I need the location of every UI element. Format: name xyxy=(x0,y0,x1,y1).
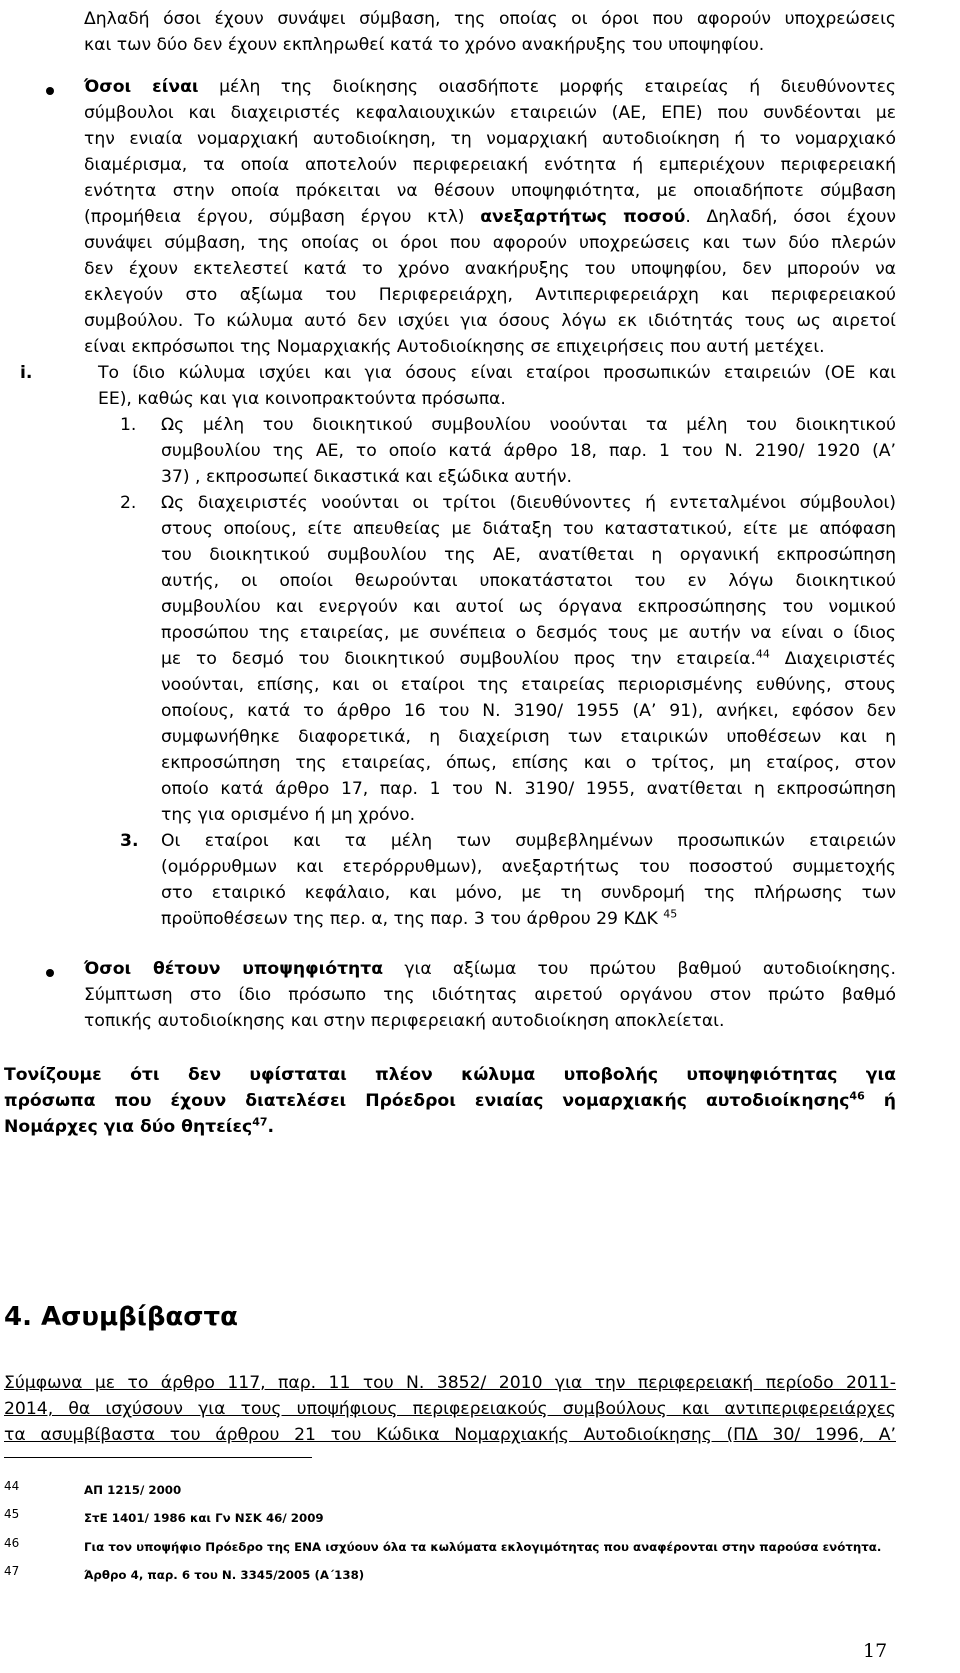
bullet-icon xyxy=(46,969,54,977)
page-number: 17 xyxy=(863,1640,888,1662)
paragraph-line: τοπικής αυτοδιοίκησης και στην περιφερειακή αυτοδιοίκηση αποκλείεται. xyxy=(84,1011,725,1031)
paragraph-line: συμβούλου. Το κώλυμα αυτό δεν ισχύει για όσους λόγω εκ ιδιότητάς τους ως αιρετοί xyxy=(84,311,896,331)
paragraph-line: δεν έχουν εκτελεστεί κατά το χρόνο ανακήρυξης του υποψηφίου, δεν μπορούν να xyxy=(84,259,896,279)
paragraph-line: εκλεγούν στο αξίωμα του Περιφερειάρχη, Αντιπεριφερειάρχη και περιφερειακού xyxy=(84,285,896,305)
paragraph-line: ΕΕ), καθώς και για κοινοπρακτούντα πρόσωπα. xyxy=(98,389,506,409)
paragraph-line: προσώπου της εταιρείας, με συνέπεια ο δεσμός τους με αυτήν να είναι ο ίδιος xyxy=(161,623,896,643)
emphasis-line: Τονίζουμε ότι δεν υφίσταται πλέον κώλυμα υποβολής υποψηφιότητας για xyxy=(4,1065,896,1085)
footnote-text: ΑΠ 1215/ 2000 xyxy=(84,1483,182,1497)
list-number: 2. xyxy=(120,493,137,513)
paragraph-line xyxy=(84,74,896,100)
paragraph-line: οποίο κατά άρθρο 17, παρ. 1 του Ν. 3190/ 1955, ανατίθεται η εκπροσώπηση xyxy=(161,779,896,799)
section-heading: 4. Ασυμβίβαστα xyxy=(4,1302,238,1332)
paragraph-line: νοούνται, επίσης, και οι εταίροι της εταιρείας περιορισμένης ευθύνης, στους xyxy=(161,675,896,695)
paragraph-line: Σύμπτωση στο ίδιο πρόσωπο της ιδιότητας αιρετού οργάνου στον πρώτο βαθμό xyxy=(84,985,896,1005)
paragraph-line xyxy=(84,204,896,230)
paragraph-line: συμφωνήθηκε διαφορετικά, η διαχείριση των εταιρικών υποθέσεων και η xyxy=(161,727,896,747)
footnote-text: Για τον υποψήφιο Πρόεδρο της ΕΝΑ ισχύουν όλα τα κωλύματα εκλογιμότητας που αναφέρονται στην παρούσα ενότητα. xyxy=(84,1540,882,1554)
footnote-number: 46 xyxy=(4,1536,20,1550)
paragraph-line: της για ορισμένο ή μη χρόνο. xyxy=(161,805,416,825)
text-span: Νομάρχες για δύο θητείες xyxy=(4,1117,253,1137)
paragraph-line xyxy=(161,646,896,672)
paragraph-line: στους οποίους, είτε απευθείας με διάταξη του καταστατικού, είτε με απόφαση xyxy=(161,519,896,539)
text-span: ή xyxy=(864,1091,896,1111)
paragraph-line: σύμβουλοι και διαχειριστές κεφαλαιουχικών εταιρειών (ΑΕ, ΕΠΕ) που συνδέονται με xyxy=(84,103,896,123)
paragraph-line: και των δύο δεν έχουν εκπληρωθεί κατά το χρόνο ανακήρυξης του υποψηφίου. xyxy=(84,35,765,55)
text-span: Διαχειριστές xyxy=(769,649,896,669)
text-span: προϋποθέσεων της περ. α, της παρ. 3 του άρθρου 29 ΚΔΚ xyxy=(161,909,658,929)
bullet-lead: Όσοι είναι xyxy=(84,77,199,97)
paragraph-line: είναι εκπρόσωποι της Νομαρχιακής Αυτοδιοίκησης σε επιχειρήσεις που αυτή μετέχει. xyxy=(84,337,825,357)
list-number: 1. xyxy=(120,415,137,435)
text-span: (προμήθεια έργου, σύμβαση έργου κτλ) xyxy=(84,207,481,227)
emphasis-line xyxy=(4,1114,274,1140)
underlined-line: 2014, θα ισχύσουν για τους υποψήφιους περιφερειακούς συμβούλους και αντιπεριφερειάρχες xyxy=(4,1399,896,1419)
paragraph-line: αυτής, οι οποίοι θεωρούνται υποκατάστατοι του εν λόγω διοικητικού xyxy=(161,571,896,591)
paragraph-line: συμβουλίου και ενεργούν και αυτοί ως όργανα εκπροσώπησης του νομικού xyxy=(161,597,896,617)
footnote-ref: 45 xyxy=(663,907,678,921)
text-span: πρόσωπα που έχουν διατελέσει Πρόεδροι ενιαίας νομαρχιακής αυτοδιοίκησης xyxy=(4,1091,850,1111)
text-span: για αξίωμα του πρώτου βαθμού αυτοδιοίκησης. xyxy=(383,959,896,979)
list-number: 3. xyxy=(120,831,139,851)
footnote-text: ΣτΕ 1401/ 1986 και Γν ΝΣΚ 46/ 2009 xyxy=(84,1511,324,1525)
paragraph-line: Ως διαχειριστές νοούνται οι τρίτοι (διευθύνοντες ή εντεταλμένοι σύμβουλοι) xyxy=(161,493,896,513)
emphasis-line xyxy=(4,1088,896,1114)
paragraph-line: συνάψει σύμβαση, της οποίας οι όροι που αφορούν υποχρεώσεις και των δύο πλερών xyxy=(84,233,896,253)
underlined-line: τα ασυμβίβαστα του άρθρου 21 του Κώδικα Νομαρχιακής Αυτοδιοίκησης (ΠΔ 30/ 1996, Α’ xyxy=(4,1425,896,1445)
list-marker: i. xyxy=(20,363,33,383)
footnote-ref: 44 xyxy=(755,647,770,661)
paragraph-line: Το ίδιο κώλυμα ισχύει και για όσους είναι εταίροι προσωπικών εταιρειών (ΟΕ και xyxy=(98,363,896,383)
footnote-number: 45 xyxy=(4,1507,20,1521)
paragraph-line: στο εταιρικό κεφάλαιο, και μόνο, με τη συνδρομή της πλήρωσης των xyxy=(161,883,896,903)
footnote-number: 47 xyxy=(4,1564,20,1578)
footnote-ref: 47 xyxy=(252,1115,268,1129)
bullet-icon xyxy=(46,87,54,95)
paragraph-line: την ενιαία νομαρχιακή αυτοδιοίκηση, τη νομαρχιακή αυτοδιοίκηση ή το νομαρχιακό xyxy=(84,129,896,149)
footnote-ref: 46 xyxy=(849,1089,865,1103)
paragraph-line: διαμέρισμα, τα οποία αποτελούν περιφερειακή ενότητα ή εμπεριέχουν περιφερειακή xyxy=(84,155,896,175)
text-span: . xyxy=(267,1117,275,1137)
paragraph-line: οποίους, κατά το άρθρο 16 του Ν. 3190/ 1955 (Α’ 91), ανήκει, εφόσον δεν xyxy=(161,701,896,721)
paragraph-line: (ομόρρυθμων και ετερόρρυθμων), ανεξαρτήτως του ποσοστού συμμετοχής xyxy=(161,857,896,877)
paragraph-line: Δηλαδή όσοι έχουν συνάψει σύμβαση, της οποίας οι όροι που αφορούν υποχρεώσεις xyxy=(84,9,896,29)
paragraph-line xyxy=(84,956,896,982)
paragraph-line: Οι εταίροι και τα μέλη των συμβεβλημένων προσωπικών εταιρειών xyxy=(161,831,896,851)
paragraph-line: του διοικητικού συμβουλίου της ΑΕ, ανατίθεται η οργανική εκπροσώπηση xyxy=(161,545,896,565)
footnote-number: 44 xyxy=(4,1479,20,1493)
footnote-text: Άρθρο 4, παρ. 6 του Ν. 3345/2005 (Α΄138) xyxy=(84,1568,365,1582)
bullet-lead: Όσοι θέτουν υποψηφιότητα xyxy=(84,959,384,979)
paragraph-line: 37) , εκπροσωπεί δικαστικά και εξώδικα αυτήν. xyxy=(161,467,572,487)
paragraph-line: Ως μέλη του διοικητικού συμβουλίου νοούνται τα μέλη του διοικητικού xyxy=(161,415,896,435)
footnote-divider xyxy=(4,1457,312,1458)
underlined-line: Σύμφωνα με το άρθρο 117, παρ. 11 του Ν. 3852/ 2010 για την περιφερειακή περίοδο 2011- xyxy=(4,1373,896,1393)
paragraph-line: ενότητα στην οποία πρόκειται να θέσουν υποψηφιότητα, με οποιαδήποτε σύμβαση xyxy=(84,181,896,201)
text-span: . Δηλαδή, όσοι έχουν xyxy=(685,207,897,227)
text-span: μέλη της διοίκησης οιασδήποτε μορφής εταιρείας ή διευθύνοντες xyxy=(198,77,896,97)
bold-text: ανεξαρτήτως ποσού xyxy=(480,207,686,227)
paragraph-line: εκπροσώπηση της εταιρείας, όπως, επίσης και ο τρίτος, μη εταίρος, στον xyxy=(161,753,896,773)
text-span: με το δεσμό του διοικητικού συμβουλίου προς την εταιρεία. xyxy=(161,649,756,669)
paragraph-line: συμβουλίου της ΑΕ, το οποίο κατά άρθρο 18, παρ. 1 του Ν. 2190/ 1920 (Α’ xyxy=(161,441,896,461)
paragraph-line xyxy=(161,906,677,932)
